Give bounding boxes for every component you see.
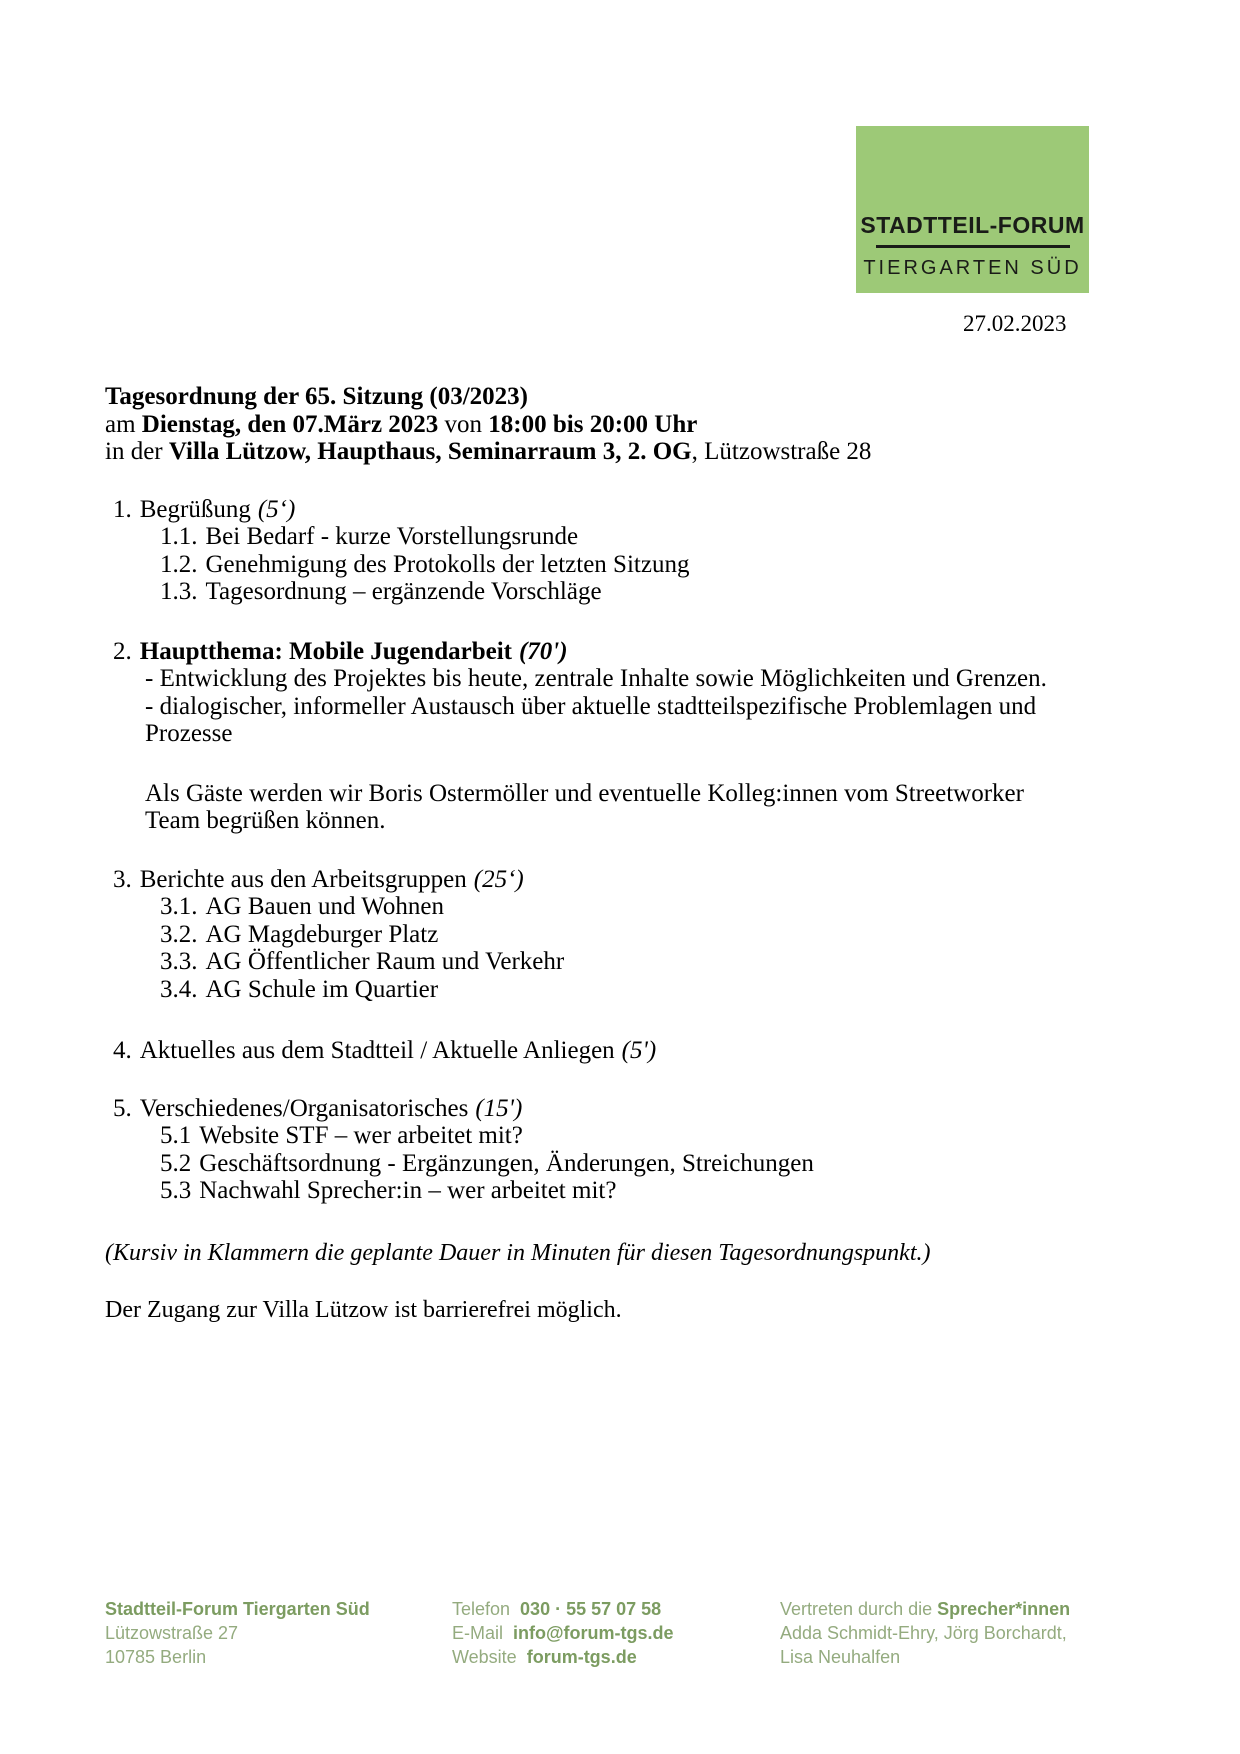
- representatives-title: Sprecher*innen: [937, 1599, 1071, 1619]
- item-number: 3.: [113, 865, 132, 893]
- item-number: 4.: [113, 1037, 132, 1064]
- email-label: E-Mail: [452, 1623, 504, 1643]
- agenda-item-4: [105, 1037, 1105, 1065]
- item-label: AG Magdeburger Platz: [205, 920, 439, 948]
- agenda-item-2-guest-note-line: Team begrüßen können.: [145, 807, 386, 834]
- item-label: Verschiedenes/Organisatorisches: [139, 1094, 469, 1122]
- logo-divider-rule: [876, 245, 1070, 248]
- agenda-item-3: [105, 866, 1105, 894]
- document-date: 27.02.2023: [963, 311, 1067, 336]
- agenda-item-3-3: [105, 948, 1105, 976]
- item-label: Nachwahl Sprecher:in – wer arbeitet mit?: [199, 1177, 617, 1204]
- agenda-item-1-3: [105, 578, 1105, 606]
- agenda-item-2-guest-note-line: Als Gäste werden wir Boris Ostermöller und eventuelle Kolleg:innen vom Streetworker: [145, 779, 1024, 807]
- item-number: 1.2.: [160, 550, 198, 578]
- representatives-intro-line: [780, 1597, 1070, 1621]
- item-duration: (15'): [475, 1094, 523, 1122]
- item-number: 1.: [113, 495, 132, 523]
- item-label: Tagesordnung – ergänzende Vorschläge: [205, 578, 602, 605]
- item-number: 1.1.: [160, 523, 198, 550]
- accessibility-note: Der Zugang zur Villa Lützow ist barrierefrei möglich.: [105, 1297, 622, 1323]
- item-number: 1.3.: [160, 578, 198, 605]
- item-duration: (5'): [621, 1037, 657, 1064]
- duration-legend-note: (Kursiv in Klammern die geplante Dauer in Minuten für diesen Tagesordnungspunkt.): [105, 1239, 931, 1266]
- location-pre: in der: [105, 438, 169, 465]
- footer-org-street: Lützowstraße 27: [105, 1623, 239, 1643]
- footer-website-row: [452, 1645, 674, 1669]
- agenda-item-1-2: [105, 551, 1105, 579]
- item-label: Geschäftsordnung - Ergänzungen, Änderungen, Streichungen: [199, 1149, 814, 1177]
- item-label: Website STF – wer arbeitet mit?: [199, 1122, 523, 1149]
- location-street: , Lützowstraße 28: [691, 438, 872, 465]
- meeting-datetime-line: [105, 411, 1105, 439]
- datetime-pre: am: [105, 410, 142, 438]
- item-label: Genehmigung des Protokolls der letzten Sitzung: [205, 550, 690, 578]
- item-number: 5.1: [160, 1122, 192, 1149]
- item-label: Hauptthema: Mobile Jugendarbeit: [139, 637, 512, 665]
- footer-phone-row: [452, 1597, 674, 1621]
- item-label: Aktuelles aus dem Stadtteil / Aktuelle Anliegen: [139, 1037, 615, 1064]
- item-duration: (70'): [518, 637, 568, 665]
- agenda-title: Tagesordnung der 65. Sitzung (03/2023): [105, 383, 528, 410]
- item-label: Berichte aus den Arbeitsgruppen: [139, 865, 467, 893]
- item-label: AG Öffentlicher Raum und Verkehr: [205, 948, 565, 975]
- location-venue: Villa Lützow, Haupthaus, Seminarraum 3, 2. OG: [168, 438, 692, 465]
- footer-email-row: [452, 1621, 674, 1645]
- agenda-item-2-detail-line: - Entwicklung des Projektes bis heute, zentrale Inhalte sowie Möglichkeiten und Grenzen.: [145, 665, 1047, 692]
- website-label: Website: [452, 1647, 517, 1667]
- agenda-item-5-1: [105, 1122, 1105, 1150]
- meeting-location-line: [105, 438, 1105, 466]
- phone-label: Telefon: [452, 1599, 511, 1619]
- item-number: 3.4.: [160, 975, 198, 1003]
- agenda-item-2: [105, 638, 1105, 666]
- agenda-item-3-2: [105, 921, 1105, 949]
- stadtteil-forum-logo: [856, 126, 1089, 293]
- item-number: 5.3: [160, 1177, 192, 1204]
- item-number: 3.1.: [160, 893, 198, 920]
- agenda-item-2-detail-line: Prozesse: [145, 720, 233, 747]
- agenda-item-3-1: [105, 893, 1105, 921]
- document-body: [105, 383, 1105, 1325]
- representatives-names-line2: Lisa Neuhalfen: [780, 1647, 901, 1667]
- website-value: forum-tgs.de: [526, 1647, 637, 1667]
- item-label: AG Schule im Quartier: [205, 975, 439, 1003]
- footer-org-name: Stadtteil-Forum Tiergarten Süd: [105, 1599, 370, 1619]
- item-duration: (5‘): [257, 495, 296, 523]
- item-number: 3.2.: [160, 920, 198, 948]
- agenda-item-5-3: [105, 1177, 1105, 1205]
- agenda-item-1: [105, 496, 1105, 524]
- agenda-item-3-4: [105, 976, 1105, 1004]
- agenda-item-5-2: [105, 1150, 1105, 1178]
- agenda-item-5: [105, 1095, 1105, 1123]
- email-value: info@forum-tgs.de: [513, 1623, 674, 1643]
- logo-line1: STADTTEIL-FORUM: [860, 212, 1085, 238]
- representatives-names-line1: Adda Schmidt-Ehry, Jörg Borchardt,: [780, 1623, 1067, 1643]
- footer-contact-column: [452, 1597, 674, 1669]
- footer-representatives-column: [780, 1597, 1070, 1669]
- item-duration: (25‘): [473, 865, 524, 893]
- item-label: Bei Bedarf - kurze Vorstellungsrunde: [205, 523, 579, 550]
- agenda-item-1-1: [105, 523, 1105, 551]
- meeting-date: Dienstag, den 07.März 2023: [141, 410, 439, 438]
- representatives-intro: Vertreten durch die: [780, 1599, 938, 1619]
- item-label: Begrüßung: [139, 495, 251, 523]
- item-number: 3.3.: [160, 948, 198, 975]
- footer-org-city: 10785 Berlin: [105, 1647, 207, 1667]
- footer-org-column: [105, 1597, 370, 1669]
- item-label: AG Bauen und Wohnen: [205, 893, 444, 920]
- logo-line2: TIERGARTEN SÜD: [863, 257, 1082, 279]
- agenda-item-2-detail-line: - dialogischer, informeller Austausch über aktuelle stadtteilspezifische Problemlagen und: [145, 692, 1037, 720]
- phone-value: 030 · 55 57 07 58: [520, 1599, 662, 1619]
- item-number: 5.2: [160, 1149, 192, 1177]
- meeting-time: 18:00 bis 20:00 Uhr: [488, 410, 698, 438]
- datetime-mid: von: [438, 410, 489, 438]
- item-number: 2.: [113, 637, 132, 665]
- item-number: 5.: [113, 1094, 132, 1122]
